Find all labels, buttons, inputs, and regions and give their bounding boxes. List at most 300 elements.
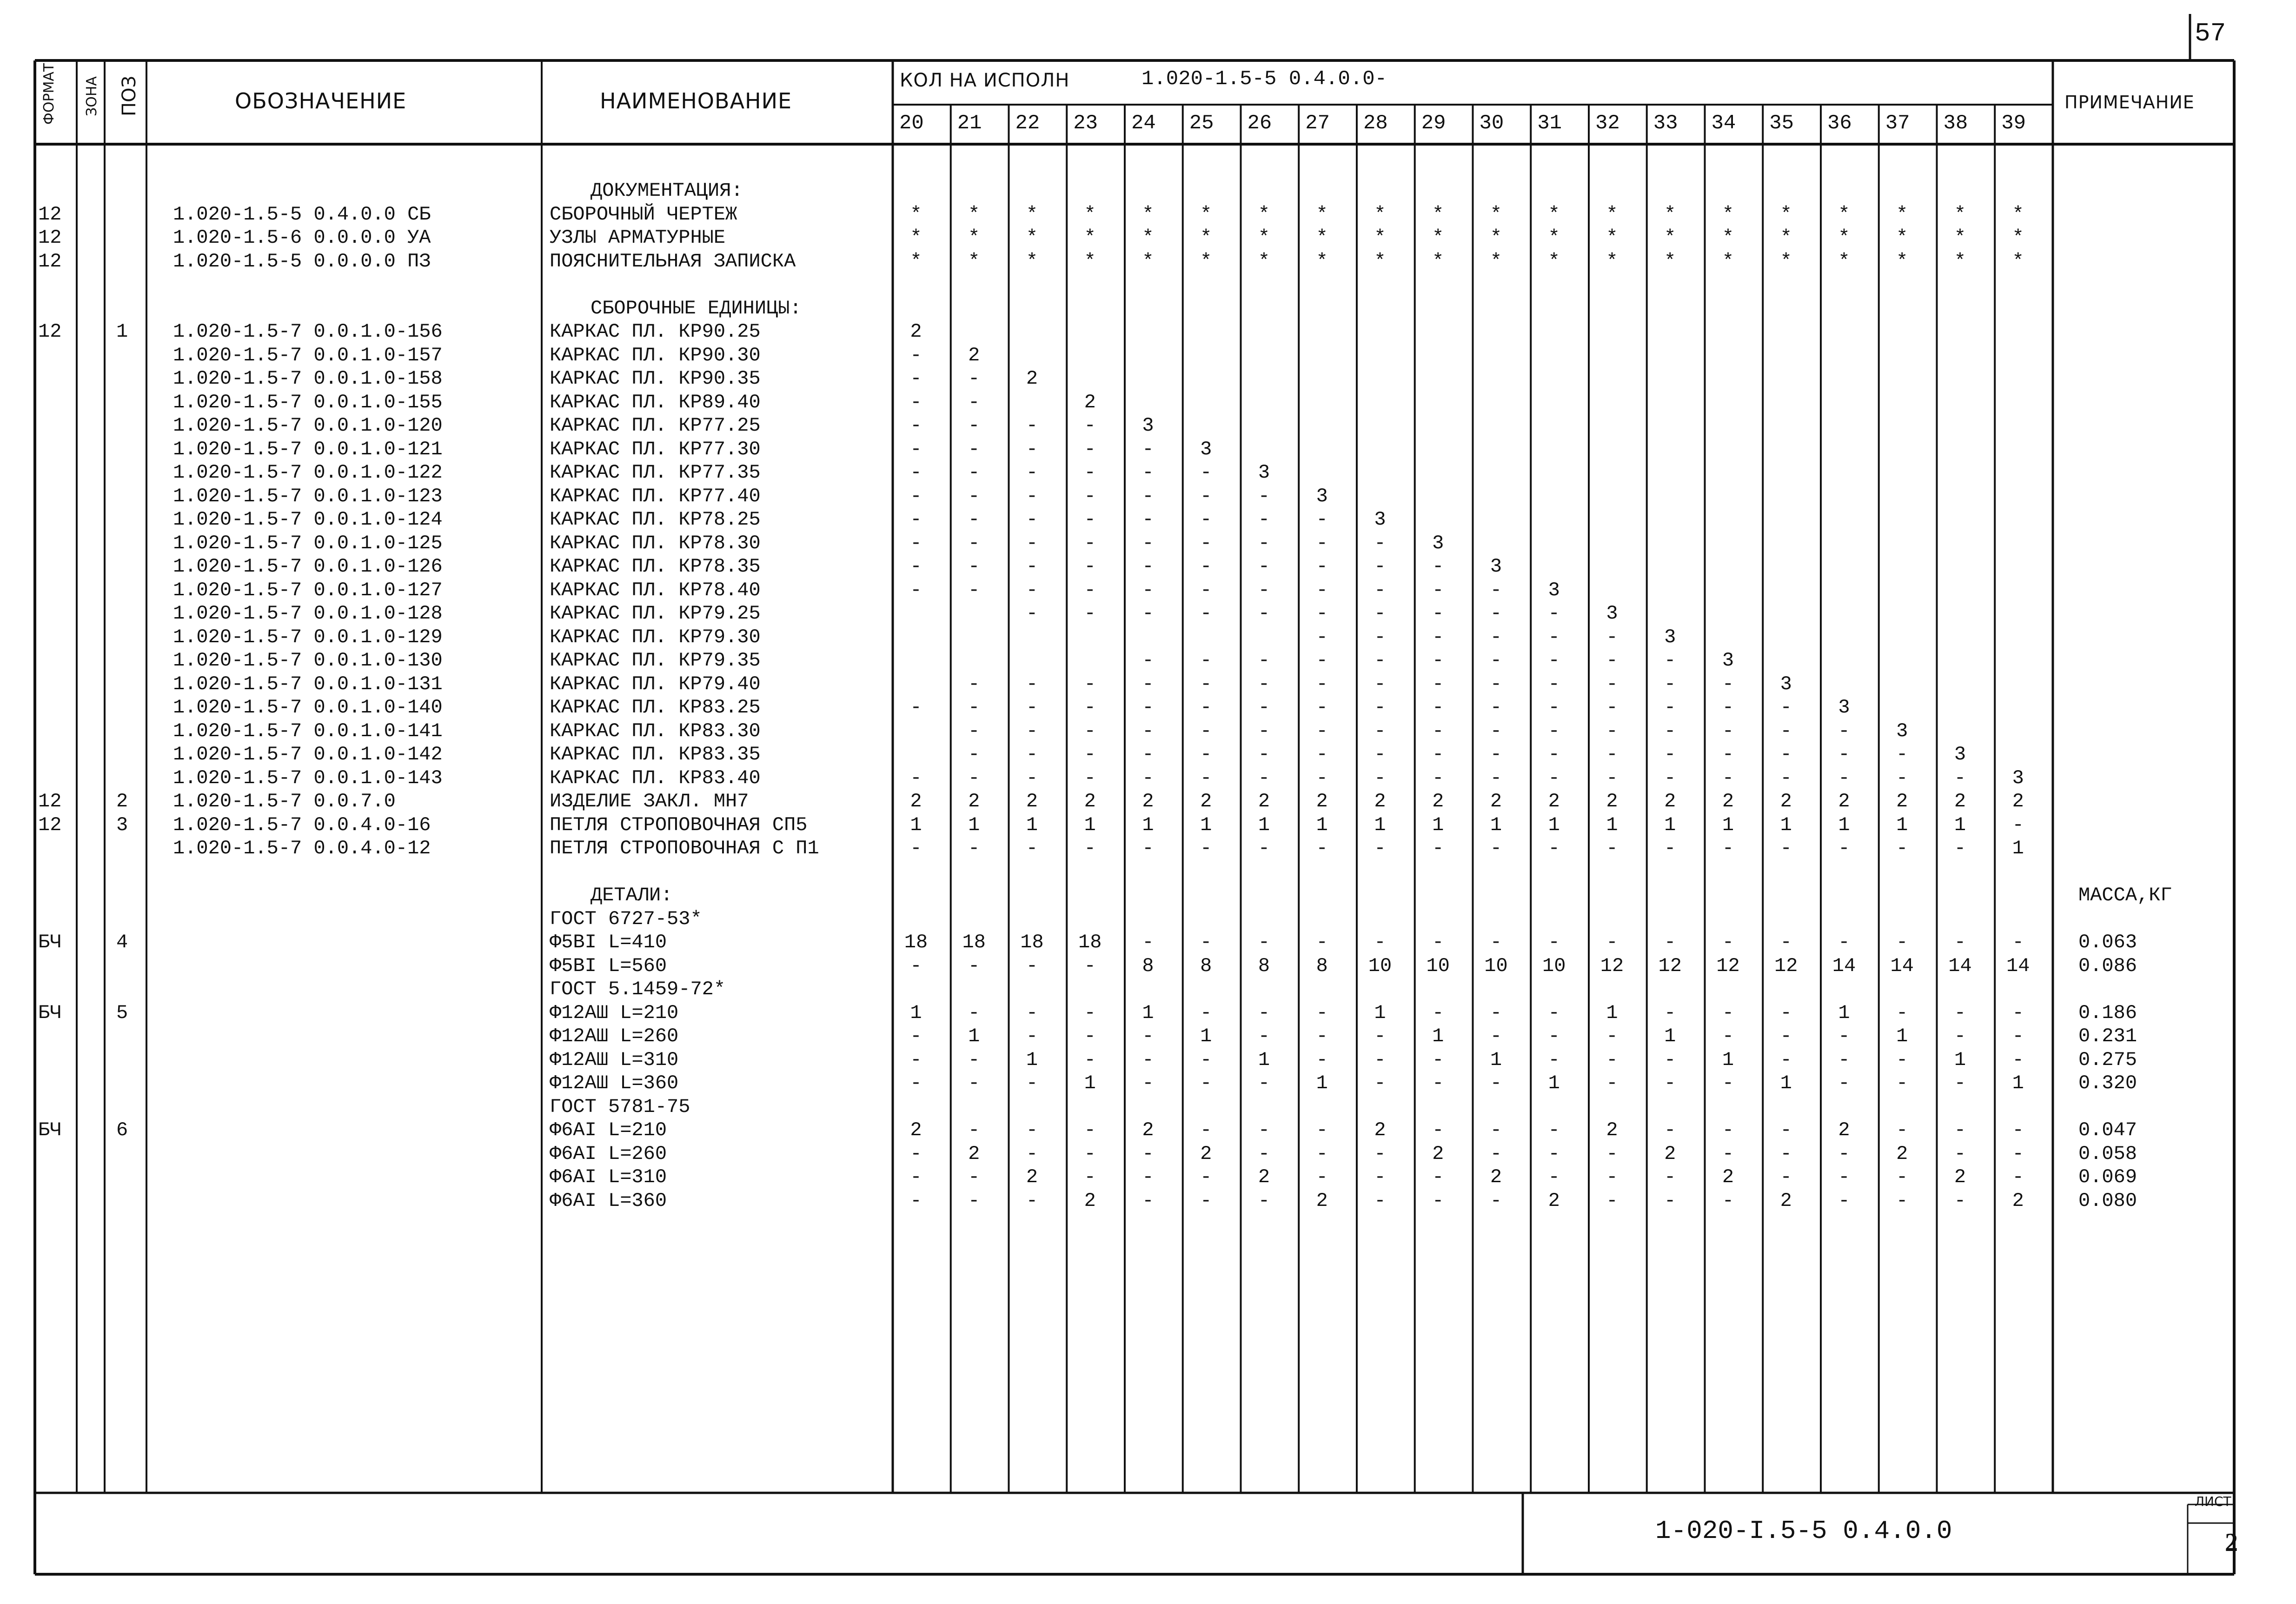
qty-cell: - [1200, 579, 1212, 601]
qty-cell: - [1780, 1142, 1792, 1165]
table-row [0, 485, 2296, 508]
qty-cell: - [1026, 485, 1038, 507]
qty-cell: - [1838, 1189, 1850, 1212]
qty-cell: * [2012, 250, 2024, 273]
qty-cell: - [1142, 672, 1154, 695]
qty-cell: - [1316, 626, 1328, 648]
name-cell: ИЗДЕЛИЕ ЗАКЛ. МН7 [550, 790, 749, 812]
qty-cell: - [1316, 696, 1328, 719]
qty-cell: - [2012, 1001, 2024, 1024]
qty-cell: - [1432, 626, 1444, 648]
table-row [0, 1095, 2296, 1118]
table-row [0, 649, 2296, 672]
qty-cell: - [1374, 1072, 1386, 1094]
qty-cell: - [1664, 1189, 1676, 1212]
qty-cell: * [1838, 203, 1850, 226]
qty-cell: 1 [1664, 813, 1676, 836]
qty-cell: * [1780, 226, 1792, 249]
qty-cell: - [968, 1166, 980, 1188]
note-cell: 0.275 [2078, 1048, 2137, 1071]
qty-cell: 1 [1200, 1025, 1212, 1047]
qty-cell: * [1084, 226, 1096, 249]
qty-cell: - [1258, 837, 1270, 859]
name-cell: ПОЯСНИТЕЛЬНАЯ ЗАПИСКА [550, 250, 796, 273]
qty-cell: - [1490, 837, 1502, 859]
qty-cell: - [1780, 743, 1792, 765]
name-cell: ГОСТ 5781-75 [550, 1095, 690, 1118]
format-cell: 12 [38, 226, 62, 249]
designation-cell: 1.020-1.5-7 0.0.1.0-125 [173, 532, 443, 554]
qty-cell: - [1664, 766, 1676, 789]
qty-cell: - [1722, 837, 1734, 859]
sheet-number: 2 [2225, 1528, 2238, 1557]
qty-cell: * [1896, 203, 1908, 226]
qty-cell: 8 [1316, 954, 1328, 977]
table-row [0, 672, 2296, 696]
qty-cell: - [968, 485, 980, 507]
note-cell: 0.231 [2078, 1025, 2137, 1047]
qty-cell: 1 [1722, 813, 1734, 836]
table-row [0, 837, 2296, 860]
qty-cell: - [1084, 461, 1096, 484]
qty-cell: * [910, 226, 922, 249]
qty-column-number: 31 [1537, 112, 1562, 135]
qty-cell: - [968, 1001, 980, 1024]
qty-cell: * [1142, 250, 1154, 273]
qty-cell: - [1258, 1072, 1270, 1094]
qty-cell: 2 [1026, 1166, 1038, 1188]
note-cell: 0.080 [2078, 1189, 2137, 1212]
qty-cell: - [1548, 931, 1560, 953]
name-cell: КАРКАС ПЛ. КР79.25 [550, 602, 761, 625]
qty-cell: - [1954, 1119, 1966, 1141]
qty-cell: - [1374, 1025, 1386, 1047]
qty-cell: - [1490, 1119, 1502, 1141]
qty-cell: - [968, 391, 980, 413]
format-cell: 12 [38, 203, 62, 226]
qty-cell: - [1084, 837, 1096, 859]
qty-cell: - [1722, 1142, 1734, 1165]
qty-cell: - [1432, 1001, 1444, 1024]
qty-cell: - [1722, 1001, 1734, 1024]
qty-cell: * [1954, 226, 1966, 249]
qty-cell: * [1780, 203, 1792, 226]
qty-cell: 2 [1954, 1166, 1966, 1188]
qty-cell: - [1780, 837, 1792, 859]
table-row [0, 579, 2296, 602]
qty-cell: - [1838, 931, 1850, 953]
qty-cell: 3 [1838, 696, 1850, 719]
qty-cell: * [1548, 203, 1560, 226]
qty-cell: - [968, 954, 980, 977]
qty-cell: - [1084, 696, 1096, 719]
name-cell: КАРКАС ПЛ. КР89.40 [550, 391, 761, 413]
qty-cell: - [1606, 1166, 1618, 1188]
qty-cell: 2 [1548, 1189, 1560, 1212]
qty-cell: - [910, 461, 922, 484]
qty-cell: 1 [1258, 813, 1270, 836]
note-cell: 0.320 [2078, 1072, 2137, 1094]
qty-cell: - [968, 696, 980, 719]
name-cell: Ф5ВI L=560 [550, 954, 667, 977]
qty-cell: - [910, 837, 922, 859]
qty-cell: 14 [1890, 954, 1914, 977]
name-cell: Ф12АШ L=210 [550, 1001, 679, 1024]
qty-cell: 10 [1368, 954, 1392, 977]
qty-cell: 2 [1954, 790, 1966, 812]
qty-cell: - [2012, 1119, 2024, 1141]
qty-cell: - [1838, 1166, 1850, 1188]
qty-cell: - [2012, 813, 2024, 836]
designation-cell: 1.020-1.5-5 0.4.0.0 СБ [173, 203, 431, 226]
qty-cell: * [1142, 226, 1154, 249]
qty-cell: * [1664, 203, 1676, 226]
designation-cell: 1.020-1.5-7 0.0.7.0 [173, 790, 396, 812]
qty-cell: - [1664, 672, 1676, 695]
qty-cell: - [1838, 1072, 1850, 1094]
qty-cell: - [910, 438, 922, 460]
qty-cell: - [1200, 837, 1212, 859]
qty-cell: 2 [1780, 1189, 1792, 1212]
table-row [0, 226, 2296, 249]
qty-cell: - [1722, 672, 1734, 695]
designation-cell: 1.020-1.5-7 0.0.1.0-130 [173, 649, 443, 672]
table-row [0, 719, 2296, 743]
note-cell: 0.186 [2078, 1001, 2137, 1024]
qty-cell: - [1490, 696, 1502, 719]
qty-cell: - [1258, 508, 1270, 531]
qty-cell: 3 [1142, 414, 1154, 437]
qty-cell: - [1780, 1166, 1792, 1188]
qty-cell: * [1374, 250, 1386, 273]
qty-cell: - [1606, 766, 1618, 789]
qty-cell: 1 [1490, 813, 1502, 836]
qty-cell: * [1606, 250, 1618, 273]
designation-cell: 1.020-1.5-7 0.0.1.0-120 [173, 414, 443, 437]
name-cell: Ф12АШ L=310 [550, 1048, 679, 1071]
qty-cell: * [2012, 226, 2024, 249]
qty-cell: - [910, 508, 922, 531]
designation-cell: 1.020-1.5-7 0.0.1.0-121 [173, 438, 443, 460]
qty-cell: - [1954, 931, 1966, 953]
qty-cell: - [1780, 1048, 1792, 1071]
qty-cell: - [1548, 696, 1560, 719]
qty-cell: - [1084, 1001, 1096, 1024]
qty-cell: - [1896, 1119, 1908, 1141]
qty-cell: - [1200, 743, 1212, 765]
qty-cell: - [968, 555, 980, 578]
qty-cell: - [968, 672, 980, 695]
table-row [0, 391, 2296, 414]
qty-cell: - [1722, 696, 1734, 719]
qty-cell: 2 [1200, 790, 1212, 812]
qty-cell: 3 [1722, 649, 1734, 672]
qty-cell: 1 [1142, 1001, 1154, 1024]
qty-cell: - [1722, 1119, 1734, 1141]
qty-cell: - [1200, 555, 1212, 578]
qty-cell: - [968, 1048, 980, 1071]
qty-cell: 10 [1484, 954, 1508, 977]
qty-cell: - [1258, 1001, 1270, 1024]
qty-column-number: 34 [1711, 112, 1736, 135]
qty-cell: - [1142, 532, 1154, 554]
qty-cell: - [1026, 954, 1038, 977]
name-cell: УЗЛЫ АРМАТУРНЫЕ [550, 226, 726, 249]
qty-cell: * [1258, 250, 1270, 273]
qty-cell: - [968, 508, 980, 531]
qty-cell: 1 [910, 813, 922, 836]
qty-cell: * [1838, 226, 1850, 249]
qty-cell: - [1084, 719, 1096, 742]
qty-cell: - [1374, 649, 1386, 672]
qty-cell: * [968, 250, 980, 273]
qty-cell: - [968, 837, 980, 859]
qty-cell: - [1664, 719, 1676, 742]
qty-cell: * [1954, 250, 1966, 273]
qty-cell: - [1490, 672, 1502, 695]
qty-cell: - [1142, 719, 1154, 742]
qty-cell: - [1142, 837, 1154, 859]
format-cell: БЧ [38, 1119, 62, 1141]
qty-cell: - [968, 719, 980, 742]
format-cell: 12 [38, 790, 62, 812]
qty-cell: 1 [1142, 813, 1154, 836]
qty-cell: - [1838, 1025, 1850, 1047]
qty-cell: 1 [1432, 1025, 1444, 1047]
table-row [0, 766, 2296, 790]
qty-cell: * [1084, 203, 1096, 226]
qty-cell: - [1664, 931, 1676, 953]
qty-cell: 14 [1832, 954, 1856, 977]
qty-cell: - [1200, 461, 1212, 484]
qty-cell: - [910, 485, 922, 507]
qty-cell: * [1722, 250, 1734, 273]
qty-cell: - [1374, 837, 1386, 859]
qty-cell: - [910, 579, 922, 601]
qty-cell: 1 [2012, 837, 2024, 859]
qty-cell: 2 [1664, 1142, 1676, 1165]
qty-cell: - [1432, 1189, 1444, 1212]
name-cell: Ф6АI L=210 [550, 1119, 667, 1141]
qty-cell: - [1606, 719, 1618, 742]
qty-cell: - [1896, 1048, 1908, 1071]
qty-cell: - [1200, 1072, 1212, 1094]
qty-cell: - [1432, 766, 1444, 789]
qty-cell: - [1490, 719, 1502, 742]
qty-cell: 2 [1316, 1189, 1328, 1212]
table-row [0, 414, 2296, 437]
note-cell: 0.063 [2078, 931, 2137, 953]
header-note: ПРИМЕЧАНИЕ [2064, 92, 2195, 113]
qty-cell: - [1954, 1189, 1966, 1212]
name-cell: КАРКАС ПЛ. КР90.30 [550, 344, 761, 366]
table-row [0, 602, 2296, 625]
qty-cell: - [1258, 602, 1270, 625]
qty-cell: 8 [1142, 954, 1154, 977]
qty-cell: - [1258, 672, 1270, 695]
name-cell: КАРКАС ПЛ. КР77.40 [550, 485, 761, 507]
format-cell: 12 [38, 813, 62, 836]
qty-cell: - [1316, 579, 1328, 601]
name-cell: ДЕТАЛИ: [591, 884, 673, 906]
qty-cell: 2 [968, 1142, 980, 1165]
qty-cell: 1 [1606, 1001, 1618, 1024]
qty-cell: 2 [1722, 790, 1734, 812]
qty-cell: - [1258, 766, 1270, 789]
qty-cell: - [1200, 1189, 1212, 1212]
name-cell: КАРКАС ПЛ. КР83.40 [550, 766, 761, 789]
qty-cell: 3 [1896, 719, 1908, 742]
qty-cell: - [1780, 719, 1792, 742]
qty-cell: - [1142, 1072, 1154, 1094]
header-qty-label: КОЛ НА ИСПОЛН [900, 70, 1070, 91]
qty-cell: - [1316, 508, 1328, 531]
qty-cell: - [910, 1025, 922, 1047]
qty-cell: - [1432, 602, 1444, 625]
qty-cell: - [1084, 743, 1096, 765]
qty-cell: 18 [904, 931, 928, 953]
name-cell: КАРКАС ПЛ. КР77.25 [550, 414, 761, 437]
qty-cell: - [1200, 532, 1212, 554]
qty-column-number: 21 [957, 112, 982, 135]
qty-cell: - [1026, 1119, 1038, 1141]
name-cell: ПЕТЛЯ СТРОПОВОЧНАЯ С П1 [550, 837, 819, 859]
qty-cell: - [1026, 461, 1038, 484]
note-cell: 0.047 [2078, 1119, 2137, 1141]
qty-cell: - [1142, 1166, 1154, 1188]
qty-cell: * [1026, 226, 1038, 249]
qty-cell: - [1026, 837, 1038, 859]
qty-cell: - [1200, 1048, 1212, 1071]
name-cell: КАРКАС ПЛ. КР77.35 [550, 461, 761, 484]
qty-cell: - [1142, 1189, 1154, 1212]
qty-cell: 2 [2012, 1189, 2024, 1212]
qty-cell: * [1722, 203, 1734, 226]
qty-cell: 2 [1026, 367, 1038, 390]
format-cell: 12 [38, 320, 62, 343]
table-row [0, 860, 2296, 884]
qty-cell: 3 [1258, 461, 1270, 484]
qty-cell: - [1200, 1119, 1212, 1141]
designation-cell: 1.020-1.5-7 0.0.1.0-128 [173, 602, 443, 625]
qty-cell: - [1606, 931, 1618, 953]
qty-cell: 2 [1838, 1119, 1850, 1141]
name-cell: КАРКАС ПЛ. КР90.35 [550, 367, 761, 390]
qty-cell: - [1084, 672, 1096, 695]
qty-cell: - [968, 461, 980, 484]
qty-cell: - [1548, 1166, 1560, 1188]
qty-cell: - [1026, 766, 1038, 789]
designation-cell: 1.020-1.5-7 0.0.1.0-158 [173, 367, 443, 390]
table-row [0, 978, 2296, 1001]
table-row [0, 1001, 2296, 1025]
note-cell: 0.069 [2078, 1166, 2137, 1188]
qty-cell: - [1490, 1142, 1502, 1165]
qty-cell: - [1432, 1119, 1444, 1141]
qty-cell: 18 [1020, 931, 1044, 953]
table-row [0, 344, 2296, 367]
qty-cell: - [1548, 672, 1560, 695]
header-zone: ЗОНА [84, 76, 100, 116]
qty-column-number: 28 [1363, 112, 1388, 135]
qty-cell: 2 [1896, 1142, 1908, 1165]
qty-cell: - [1258, 719, 1270, 742]
pos-cell: 6 [116, 1119, 128, 1141]
qty-cell: - [968, 766, 980, 789]
qty-cell: * [1026, 203, 1038, 226]
qty-cell: - [968, 532, 980, 554]
qty-cell: 3 [1954, 743, 1966, 765]
qty-cell: - [1896, 1189, 1908, 1212]
qty-cell: * [1606, 226, 1618, 249]
designation-cell: 1.020-1.5-7 0.0.1.0-122 [173, 461, 443, 484]
qty-cell: - [1838, 837, 1850, 859]
qty-cell: 1 [1026, 813, 1038, 836]
qty-cell: - [1316, 766, 1328, 789]
qty-cell: - [1142, 1025, 1154, 1047]
qty-cell: - [1490, 1025, 1502, 1047]
qty-cell: - [1316, 1048, 1328, 1071]
name-cell: Ф5ВI L=410 [550, 931, 667, 953]
name-cell: КАРКАС ПЛ. КР79.30 [550, 626, 761, 648]
qty-cell: * [1316, 203, 1328, 226]
qty-cell: - [1954, 1001, 1966, 1024]
qty-cell: - [1954, 837, 1966, 859]
qty-cell: - [1722, 766, 1734, 789]
qty-cell: - [1026, 1072, 1038, 1094]
qty-cell: 1 [968, 1025, 980, 1047]
qty-cell: - [1200, 672, 1212, 695]
qty-cell: - [1200, 508, 1212, 531]
format-cell: 12 [38, 250, 62, 273]
qty-cell: - [1490, 1189, 1502, 1212]
qty-cell: - [1084, 532, 1096, 554]
qty-cell: - [910, 696, 922, 719]
name-cell: Ф6АI L=310 [550, 1166, 667, 1188]
qty-column-number: 32 [1595, 112, 1620, 135]
qty-cell: - [1142, 438, 1154, 460]
qty-cell: - [910, 1048, 922, 1071]
header-qty-code: 1.020-1.5-5 0.4.0.0- [1141, 67, 1387, 91]
qty-cell: - [1258, 1142, 1270, 1165]
qty-cell: - [1200, 931, 1212, 953]
qty-cell: - [1026, 438, 1038, 460]
qty-cell: - [1548, 837, 1560, 859]
qty-cell: - [1258, 555, 1270, 578]
qty-cell: * [1548, 226, 1560, 249]
table-row [0, 790, 2296, 813]
qty-cell: 1 [1838, 813, 1850, 836]
table-row [0, 203, 2296, 226]
qty-cell: * [1200, 250, 1212, 273]
qty-cell: - [1084, 1048, 1096, 1071]
qty-cell: - [1548, 1025, 1560, 1047]
qty-cell: - [910, 1142, 922, 1165]
qty-cell: * [1432, 250, 1444, 273]
qty-cell: - [1548, 766, 1560, 789]
designation-cell: 1.020-1.5-6 0.0.0.0 УА [173, 226, 431, 249]
pos-cell: 1 [116, 320, 128, 343]
qty-cell: 2 [1548, 790, 1560, 812]
qty-column-number: 33 [1653, 112, 1678, 135]
qty-cell: - [1606, 696, 1618, 719]
qty-cell: - [1838, 719, 1850, 742]
qty-cell: 1 [1954, 813, 1966, 836]
qty-cell: - [1084, 1119, 1096, 1141]
qty-cell: 1 [1780, 813, 1792, 836]
qty-cell: 3 [1200, 438, 1212, 460]
name-cell: КАРКАС ПЛ. КР79.40 [550, 672, 761, 695]
